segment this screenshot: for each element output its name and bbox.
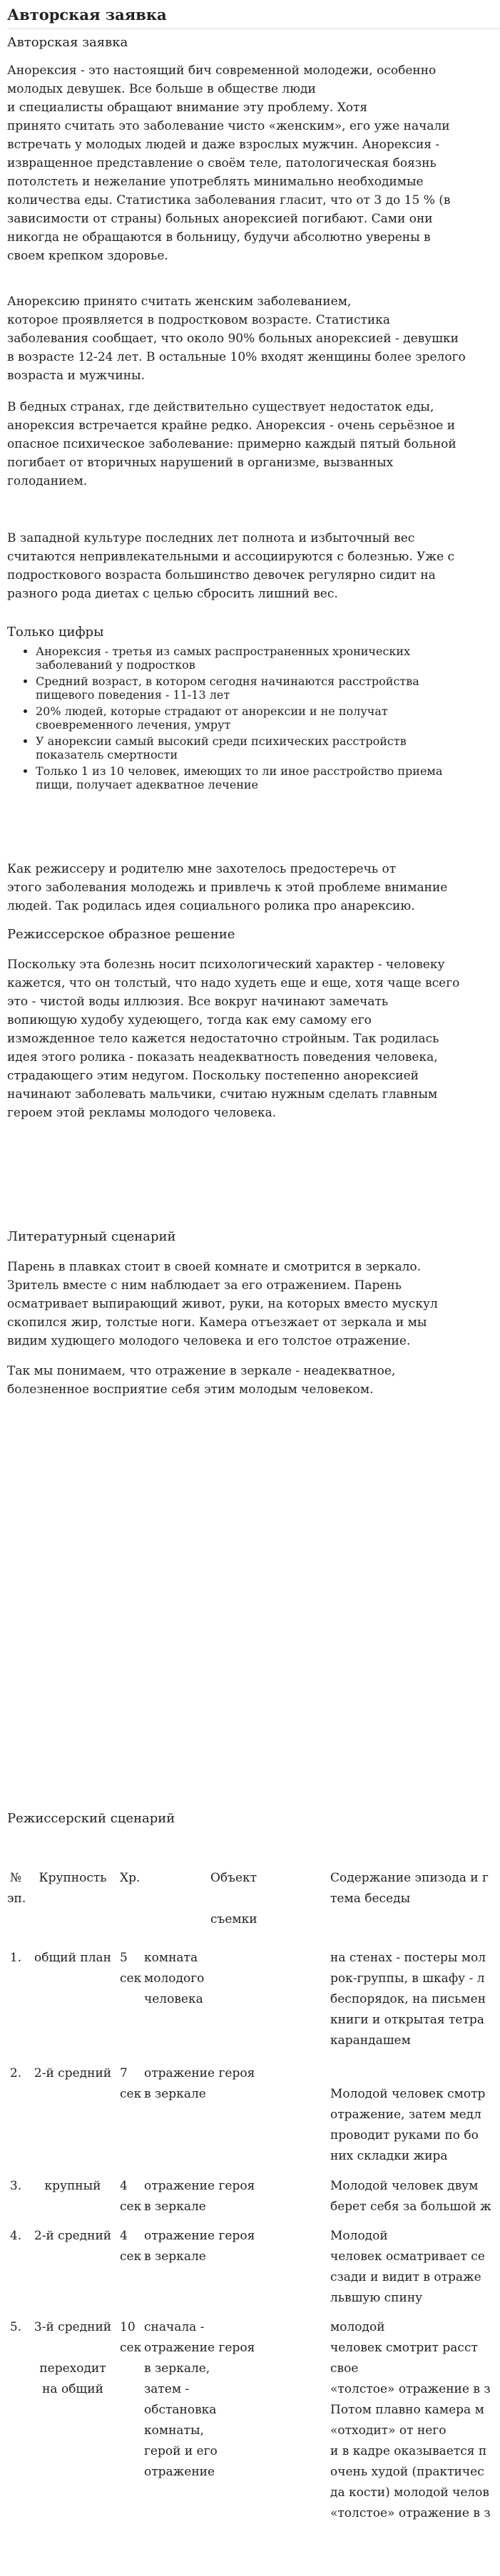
paragraph-author-motivation: Как режиссеру и родителю мне захотелось предостеречь от этого заболевания молодежь и привлечь к этой проблеме внимание людей. Так родилась идея социального ролика про анарексию. (7, 862, 448, 913)
paragraph-women: Анорексию принято считать женским заболеванием, которое проявляется в подростковом возрасте. Статистика заболевания сообщает, что около 90% больных анорексией - девушки в возрасте 12-24 лет. В остальные 10% входят женщины более зрелого возраста и мужчины. (7, 294, 466, 383)
cell-duration: 4 сек (120, 2179, 142, 2214)
cell-duration: 4 сек (120, 2229, 142, 2264)
cell-episode-number: 1. (9, 1951, 22, 1965)
header-shot-size: Крупность (39, 1871, 107, 1885)
cell-content: молодой человек смотрит расст свое «толстое» отражение в з Потом плавно камера м «отходит» от него и в кадре оказывается п очень худой (практичес да кости) молодой челов «толстое» отражение в з (330, 2320, 491, 2520)
cell-content: Молодой человек смотр отражение, затем медл проводит руками по бо них складки жира (330, 2087, 486, 2163)
director-text: Поскольку эта болезнь носит психологический характер - человеку кажется, что он толстый, что надо худеть еще и еще, хотя чаще всего это - чистой воды иллюзия. Все вокруг начинают замечать вопиющую худобу худеющего, тогда как ему самому его изможденное тело кажется недостаточно стройным. Так родилась идея этого ролика - показать неадекватность поведения человека, страдающего этим недугом. Поскольку постепенно анорексией начинают заболевать мальчики, считаю нужным сделать главным героем этой рекламы молодого человека. (7, 958, 460, 1120)
cell-object: отражение героя в зеркале (144, 2066, 255, 2101)
literary-conclusion: Так мы понимаем, что отражение в зеркале - неадекватное, болезненное восприятие себя этим молодым человеком. (7, 1364, 396, 1397)
cell-episode-number: 3. (9, 2179, 22, 2193)
page-title: Авторская заявка (7, 6, 167, 24)
fact-item: • Средний возраст, в котором сегодня начинаются расстройства пищевого поведения - 11-13 лет (36, 674, 500, 702)
fact-item: • У анорексии самый высокий среди психических расстройств показатель смертности (36, 734, 500, 761)
cell-shot-size: 3-й средний переходит на общий (34, 2320, 112, 2396)
facts-list (7, 645, 500, 794)
cell-object: отражение героя в зеркале (144, 2179, 255, 2214)
cell-episode-number: 4. (9, 2229, 22, 2243)
cell-duration: 10 сек (120, 2320, 142, 2355)
director-heading: Режиссерское образное решение (7, 927, 235, 942)
cell-content: на стенах - постеры мол рок-группы, в шкафу - л беспорядок, на письмен книги и открытая тетра карандашем (330, 1951, 486, 2048)
cell-episode-number: 5. (9, 2320, 22, 2334)
cell-shot-size: общий план (34, 1951, 111, 1965)
header-episode-number: № эп. (7, 1871, 26, 1906)
header-duration: Хр. (120, 1871, 141, 1885)
cell-shot-size: крупный (44, 2179, 101, 2193)
cell-content: Молодой человек осматривает се сзади и видит в отраже львшую спину (330, 2229, 485, 2305)
literary-heading: Литературный сценарий (7, 1229, 176, 1244)
intro-paragraph: Анорексия - это настоящий бич современной молодежи, особенно молодых девушек. Все больше в обществе люди и специалисты обращают внимание эту проблему. Хотя принято считать это заболевание чисто «женским», его уже начали встречать у молодых людей и даже взрослых мужчин. Анорексия - извращенное представление о своём теле, патологическая боязнь потолстеть и нежелание употреблять минимально необходимые количества еды. Статистика заболевания гласит, что от 3 до 15 % (в зависимости от страны) больных анорексией погибают. Сами они никогда не обращаются в больницу, будучи абсолютно уверены в своем крепком здоровье. (7, 63, 451, 263)
cell-shot-size: 2-й средний (34, 2066, 112, 2080)
paragraph-western-culture: В западной культуре последних лет полнота и избыточный вес считаются непривлекательными и ассоциируются с болезнью. Уже с подросткового возраста большинство девочек регулярно сидит на разного рода диетах с целью сбросить лишний вес. (7, 531, 455, 601)
script-heading: Режиссерский сценарий (7, 1811, 175, 1826)
cell-duration: 5 сек (120, 1951, 142, 1986)
cell-object: отражение героя в зеркале (144, 2229, 255, 2264)
facts-heading: Только цифры (7, 625, 104, 640)
cell-duration: 7 сек (120, 2066, 142, 2101)
subtitle: Авторская заявка (7, 35, 128, 50)
cell-shot-size: 2-й средний (34, 2229, 112, 2243)
header-object: Объект съемки (210, 1871, 257, 1926)
literary-text: Парень в плавках стоит в своей комнате и смотрится в зеркало. Зритель вместе с ним наблюдает за его отражением. Парень осматривает выпирающий живот, руки, на которых вместо мускул скопился жир, толстые ноги. Камера отъезжает от зеркала и мы видим худющего молодого человека и его толстое отражение. (7, 1260, 438, 1348)
fact-item: • 20% людей, которые страдают от анорексии и не получат своевременного лечения, умрут (36, 704, 500, 732)
cell-content: Молодой человек двум берет себя за большой ж (330, 2179, 491, 2214)
fact-item: • Только 1 из 10 человек, имеющих то ли иное расстройство приема пищи, получает адекватное лечение (36, 764, 500, 791)
paragraph-poor-countries: В бедных странах, где действительно существует недостаток еды, анорексия встречается крайне редко. Анорексия - очень серьёзное и опасное психическое заболевание: примерно каждый пятый больной погибает от вторичных нарушений в организме, вызванных голоданием. (7, 400, 456, 488)
header-content: Содержание эпизода и г тема беседы (330, 1871, 489, 1906)
cell-object: сначала - отражение героя в зеркале, затем - обстановка комнаты, герой и его отражение (144, 2320, 255, 2479)
fact-item: • Анорексия - третья из самых распространенных хронических заболеваний у подростков (36, 645, 500, 672)
cell-episode-number: 2. (9, 2066, 22, 2080)
cell-object: комната молодого человека (144, 1951, 205, 2006)
